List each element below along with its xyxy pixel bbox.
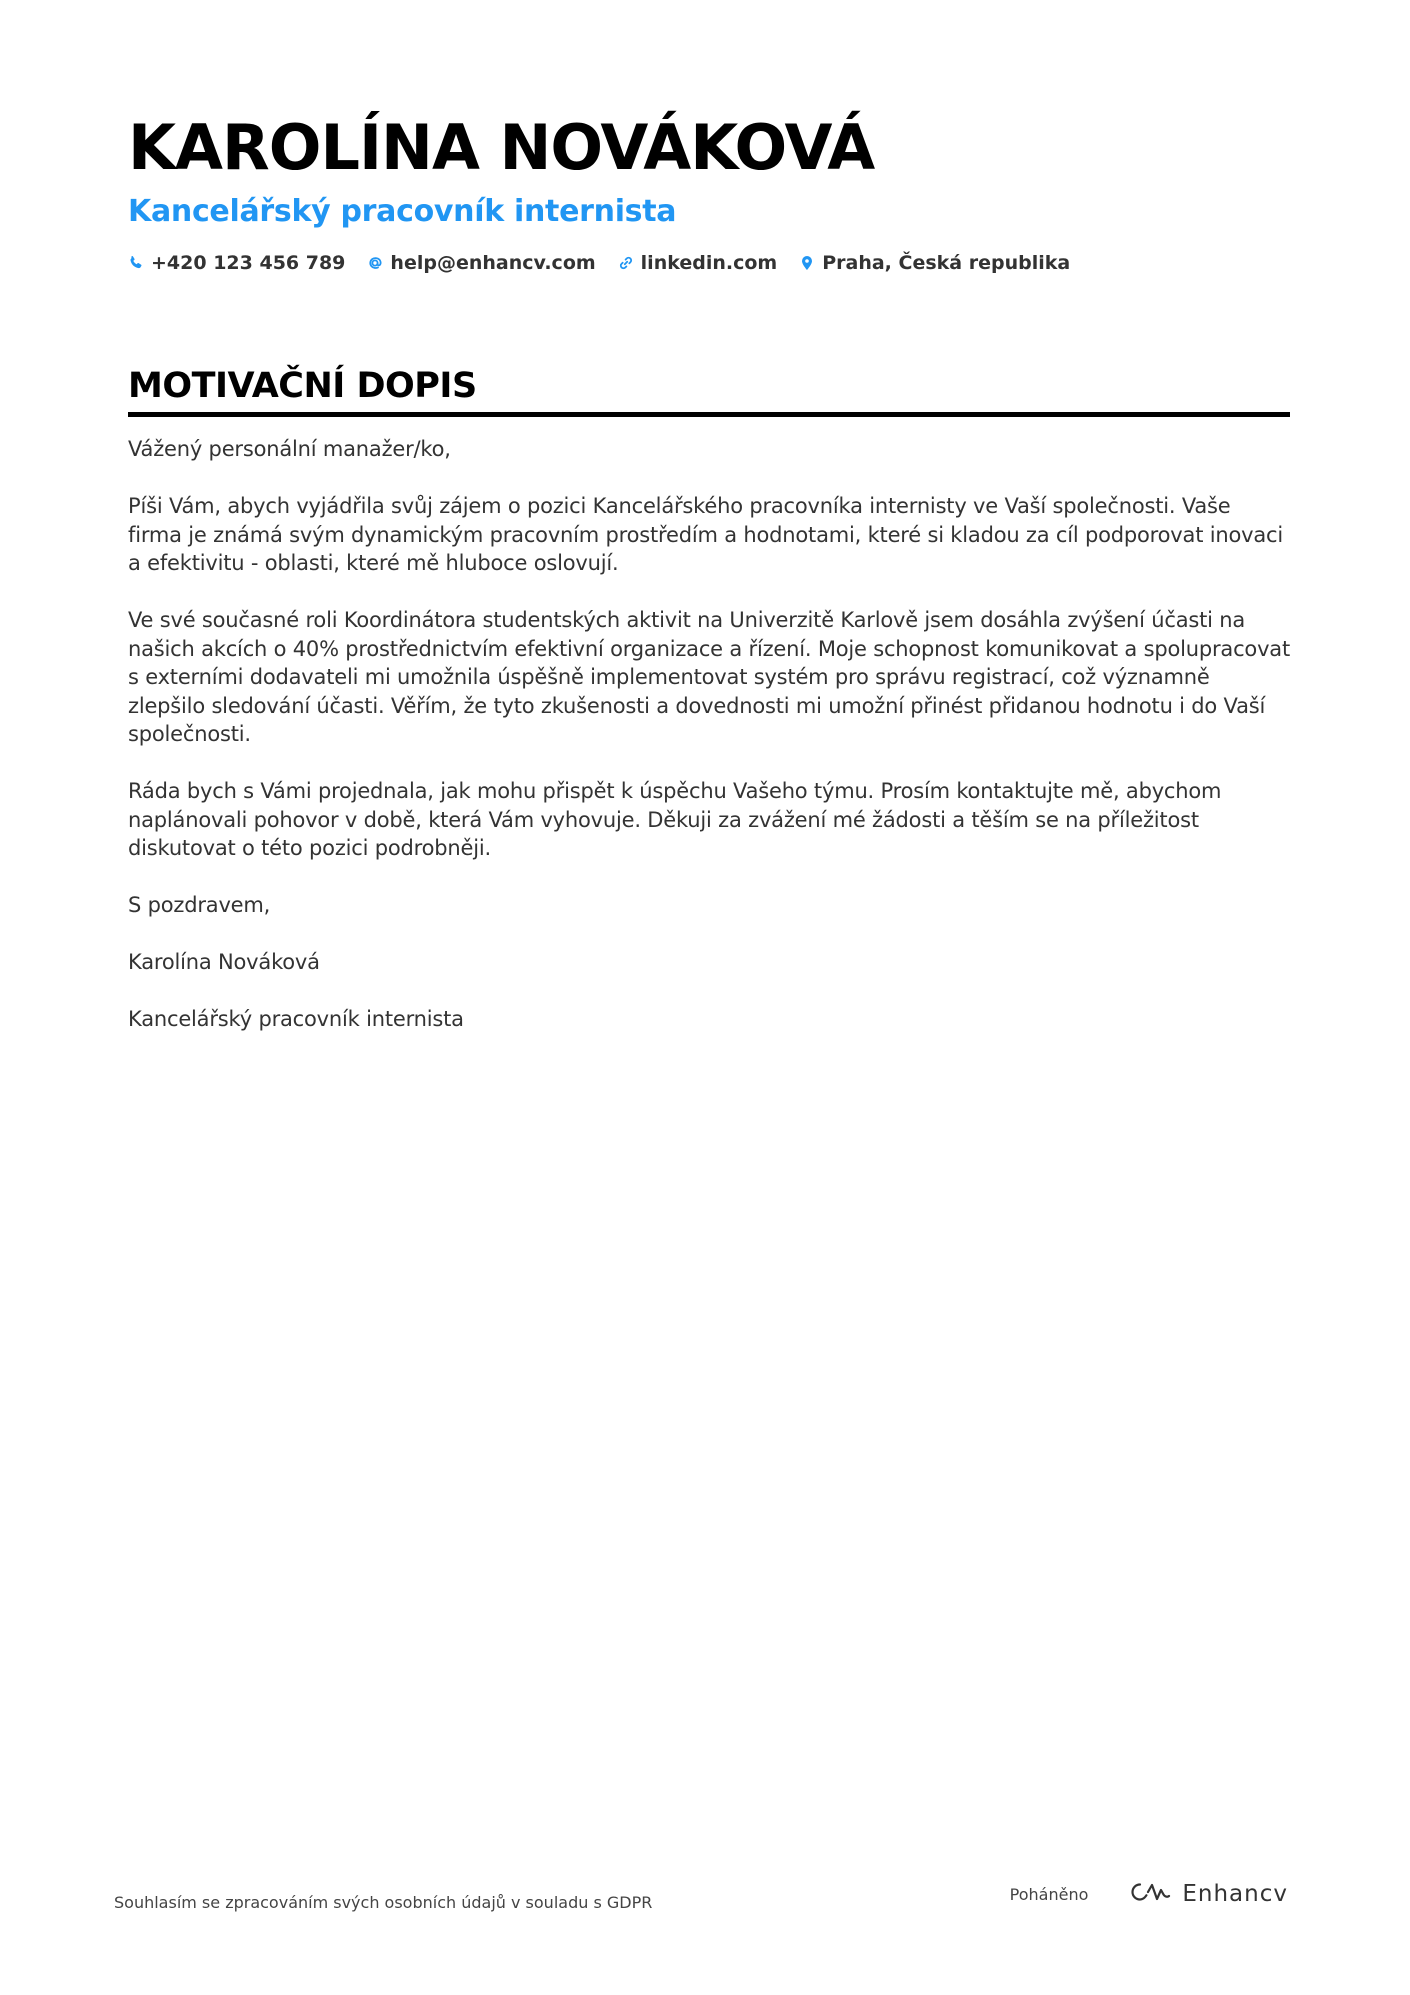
powered-by	[1010, 1880, 1288, 1908]
email-text: help@enhancv.com	[390, 252, 596, 274]
header	[128, 110, 1288, 274]
letter-paragraph: Ráda bych s Vámi projednala, jak mohu přispět k úspěchu Vašeho týmu. Prosím kontaktujte mě, abychom naplánovali pohovor v době, která Vám vyhovuje. Děkuji za zvážení mé žádosti a těším se na příležitost diskutovat o této pozici podrobněji.	[128, 779, 1222, 860]
enhancv-wordmark: Enhancv	[1182, 1881, 1288, 1907]
section-title: MOTIVAČNÍ DOPIS	[128, 366, 477, 406]
link-icon	[618, 255, 634, 271]
at-icon	[367, 255, 383, 271]
phone-icon	[128, 255, 144, 271]
powered-by-label: Poháněno	[1009, 1884, 1089, 1904]
linkedin-text: linkedin.com	[640, 252, 778, 274]
contact-bar	[128, 252, 1288, 274]
letter-closing: S pozdravem,	[128, 893, 271, 917]
letter-paragraph: Ve své současné roli Koordinátora studentských aktivit na Univerzitě Karlově jsem dosáhla zvýšení účasti na našich akcích o 40% prostřednictvím efektivní organizace a řízení. Moje schopnost komunikovat a spolupracovat s externími dodavateli mi umožnila úspěšně implementovat systém pro správu registrací, což významně zlepšilo sledování účasti. Věřím, že tyto zkušenosti a dovednosti mi umožní přinést přidanou hodnotu i do Vaší společnosti.	[128, 608, 1290, 746]
contact-linkedin[interactable]	[618, 252, 778, 274]
signature-title: Kancelářský pracovník internista	[128, 1007, 464, 1031]
enhancv-brand[interactable]	[1126, 1880, 1288, 1908]
location-text: Praha, Česká republika	[822, 252, 1071, 274]
location-pin-icon	[799, 255, 815, 271]
contact-email[interactable]	[367, 252, 595, 274]
phone-text: +420 123 456 789	[151, 252, 346, 274]
signature-name: Karolína Nováková	[128, 950, 320, 974]
cover-letter-section	[128, 364, 1290, 1062]
contact-phone	[128, 252, 345, 274]
letter-body	[128, 435, 1290, 1034]
contact-location	[799, 252, 1070, 274]
gdpr-consent: Souhlasím se zpracováním svých osobních údajů v souladu s GDPR	[114, 1893, 653, 1912]
letter-paragraph: Píši Vám, abych vyjádřila svůj zájem o pozici Kancelářského pracovníka internisty ve Vaší společnosti. Vaše firma je známá svým dynamickým pracovním prostředím a hodnotami, které si kladou za cíl podporovat inovaci a efektivitu - oblasti, které mě hluboce oslovují.	[128, 494, 1283, 575]
letter-greeting: Vážený personální manažer/ko,	[128, 437, 451, 461]
section-divider	[128, 412, 1290, 417]
candidate-name: KAROLÍNA NOVÁKOVÁ	[128, 111, 875, 184]
enhancv-logo-icon	[1126, 1880, 1172, 1908]
job-title: Kancelářský pracovník internista	[128, 194, 677, 229]
